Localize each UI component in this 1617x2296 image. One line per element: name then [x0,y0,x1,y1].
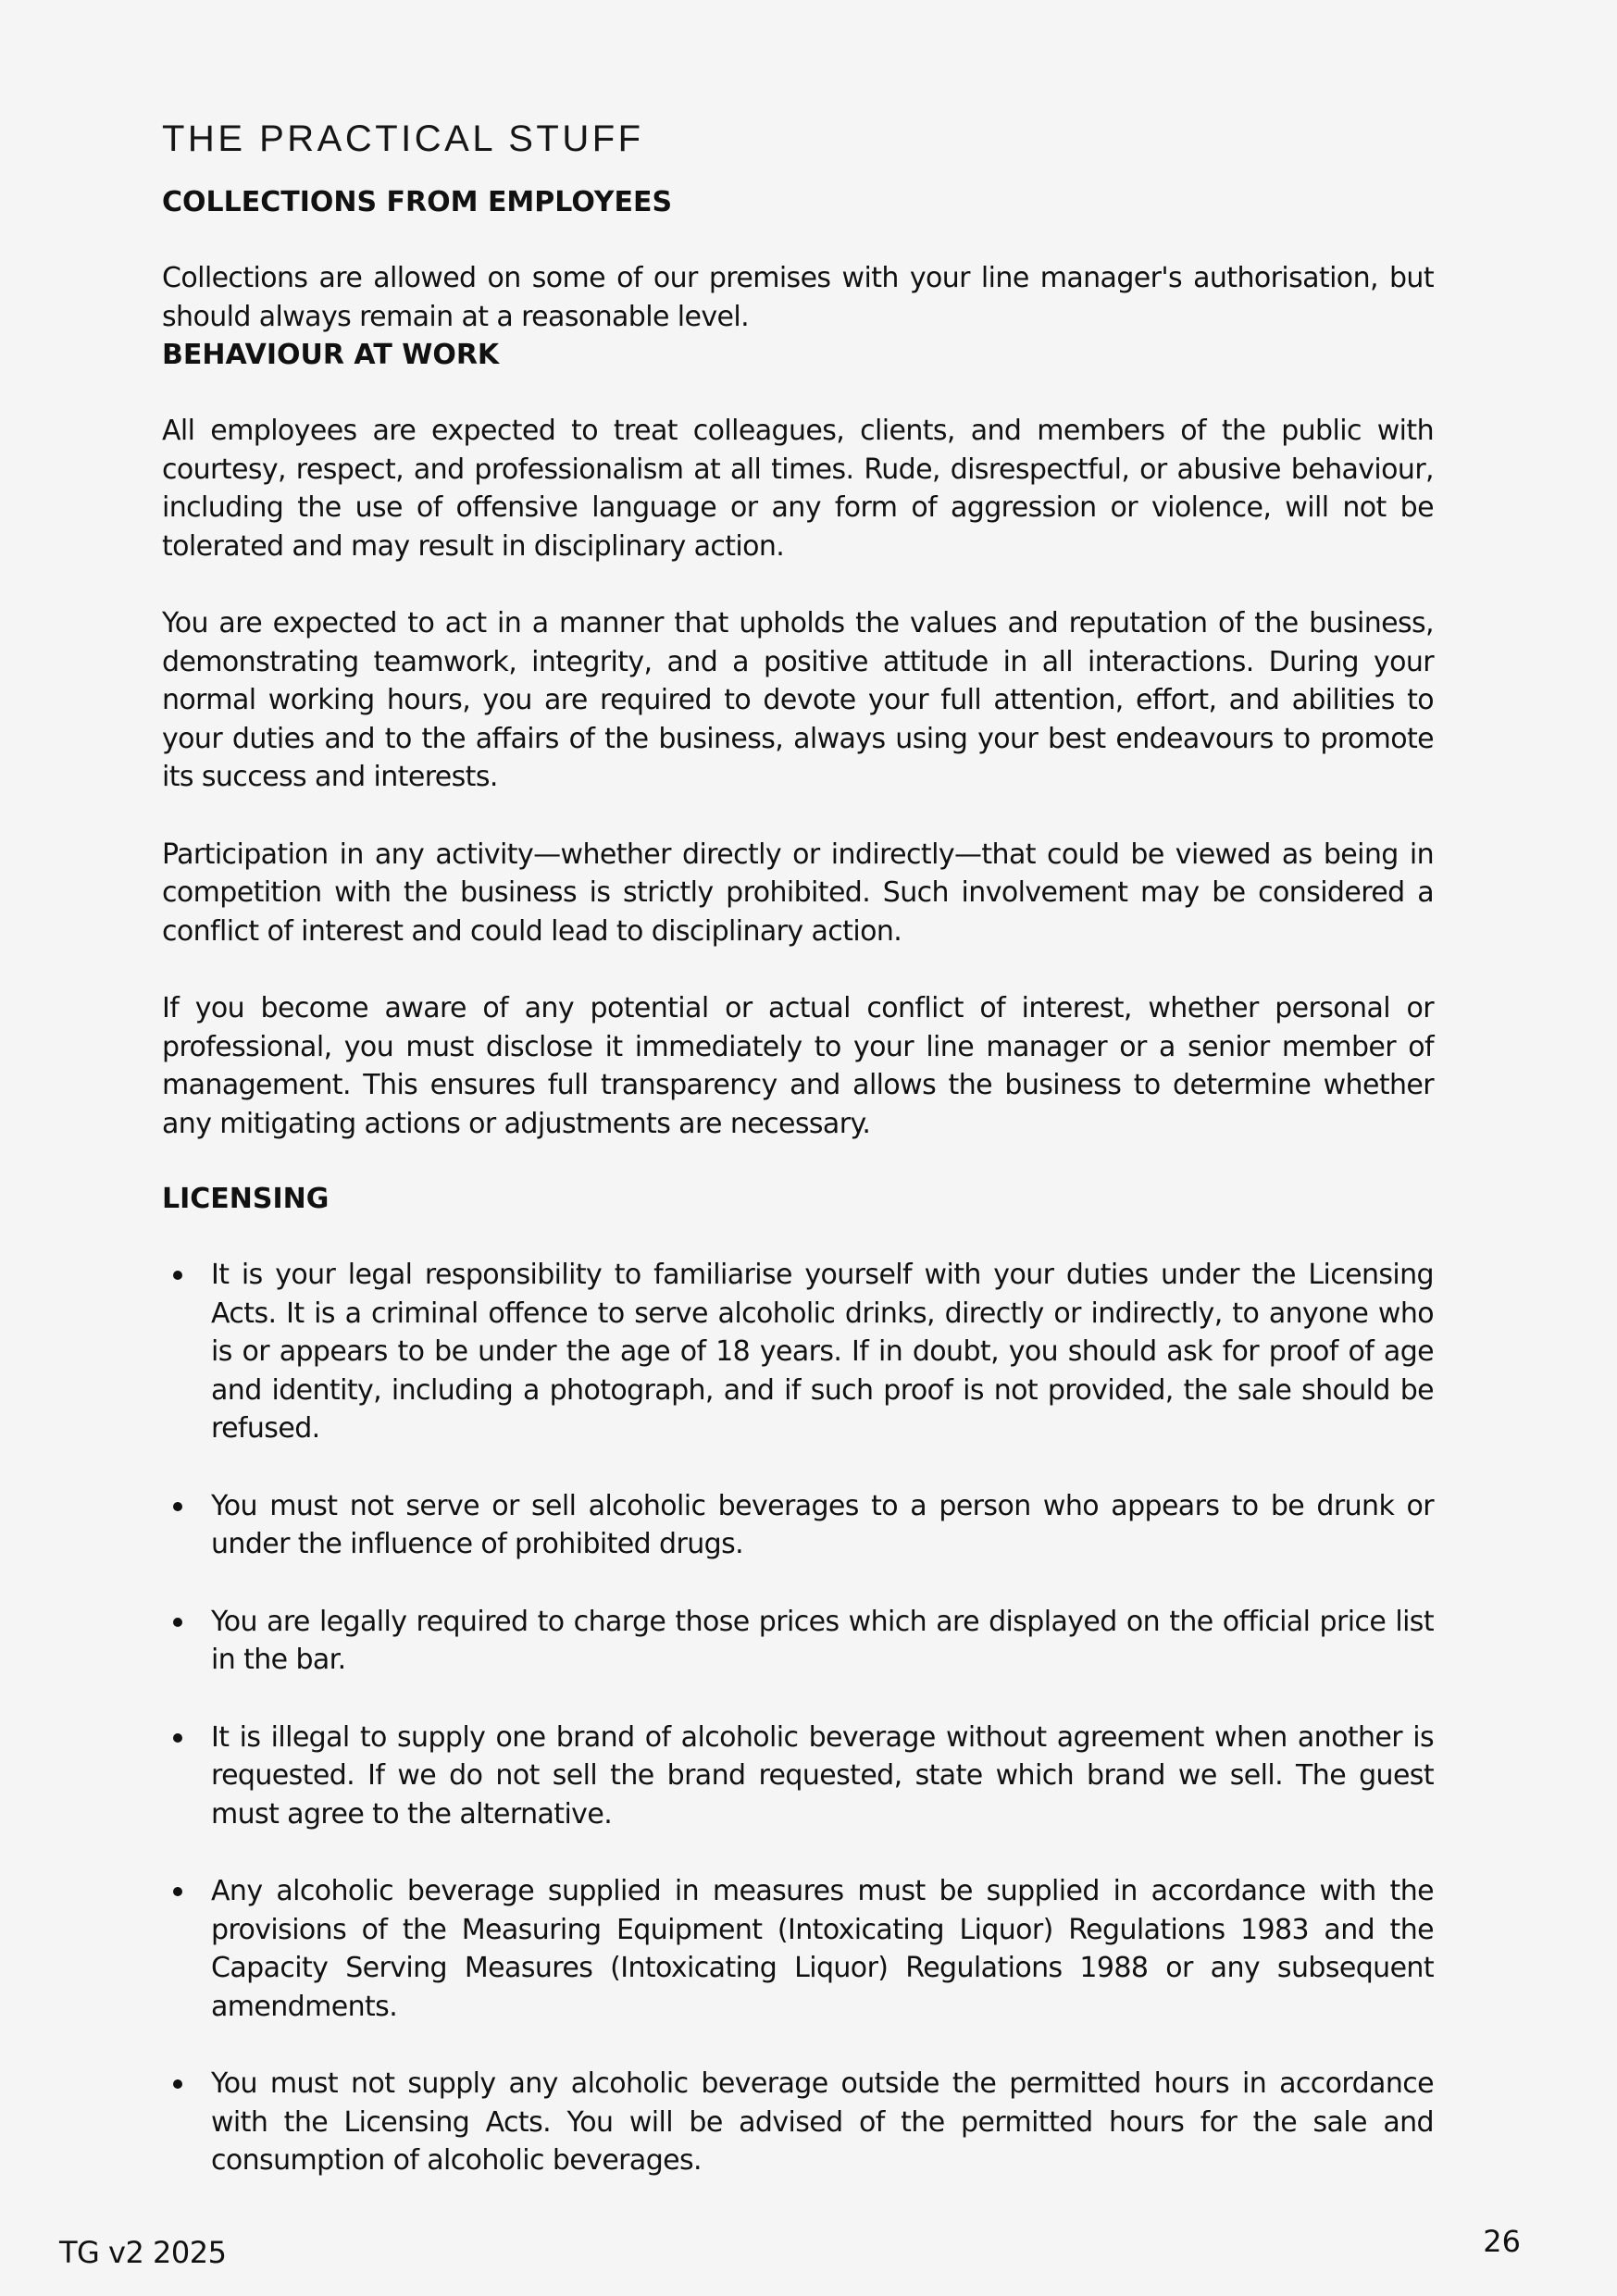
section-collections [162,183,1434,336]
section-licensing [162,1180,1434,2180]
list-item [162,1603,1434,1680]
licensing-bullet-list [162,1256,1434,2180]
section-behaviour [162,336,1434,1143]
bullet-icon [173,1271,182,1280]
page-number: 26 [1483,2224,1521,2259]
behaviour-paragraph-4: If you become aware of any potential or actual conflict of interest, whether personal or professional, you must disclose it immediately to your line manager or a senior member of management. This ensures full transparency and allows the business to determine whether any mitigating actions or adjustments are necessary. [162,992,1434,1140]
behaviour-paragraph-1: All employees are expected to treat colleagues, clients, and members of the public with courtesy, respect, and professionalism at all times. Rude, disrespectful, or abusive behaviour, including the use of offensive language or any form of aggression or violence, will not be tolerated and may result in disciplinary action. [162,415,1434,563]
list-item [162,1719,1434,1834]
licensing-heading: LICENSING [162,1183,330,1215]
licensing-bullet-text: You must not serve or sell alcoholic beverages to a person who appears to be drunk or under the influence of prohibited drugs. [211,1489,1434,1560]
behaviour-paragraph-2: You are expected to act in a manner that upholds the values and reputation of the business, demonstrating teamwork, integrity, and a positive attitude in all interactions. During your normal working hours, you are required to devote your full attention, effort, and abilities to your duties and to the affairs of the business, always using your best endeavours to promote its success and interests. [162,607,1434,793]
behaviour-heading: BEHAVIOUR AT WORK [162,339,500,371]
licensing-bullet-text: You are legally required to charge those prices which are displayed on the official price list in the bar. [211,1605,1434,1676]
list-item [162,1256,1434,1448]
bullet-icon [173,2079,182,2089]
bullet-icon [173,1887,182,1896]
behaviour-paragraph-3: Participation in any activity—whether directly or indirectly—that could be viewed as being in competition with the business is strictly prohibited. Such involvement may be considered a conflict of interest and could lead to disciplinary action. [162,838,1434,948]
licensing-bullet-text: It is your legal responsibility to familiarise yourself with your duties under the Licensing Acts. It is a criminal offence to serve alcoholic drinks, directly or indirectly, to anyone who is or appears to be under the age of 18 years. If in doubt, you should ask for proof of age and identity, including a photograph, and if such proof is not provided, the sale should be refused. [211,1259,1434,1445]
collections-paragraph: Collections are allowed on some of our premises with your line manager's authorisation, but should always remain at a reasonable level. [162,262,1434,333]
list-item [162,2065,1434,2180]
list-item [162,1872,1434,2026]
bullet-icon [173,1733,182,1743]
page-title: THE PRACTICAL STUFF [162,118,644,159]
page-content [162,115,1434,2180]
licensing-bullet-text: You must not supply any alcoholic beverage outside the permitted hours in accordance with the Licensing Acts. You will be advised of the permitted hours for the sale and consumption of alcoholic beverages. [211,2067,1434,2177]
licensing-bullet-text: It is illegal to supply one brand of alcoholic beverage without agreement when another is requested. If we do not sell the brand requested, state which brand we sell. The guest must agree to the alternative. [211,1720,1434,1831]
footer-version: TG v2 2025 [59,2235,227,2270]
collections-heading: COLLECTIONS FROM EMPLOYEES [162,186,673,218]
licensing-bullet-text: Any alcoholic beverage supplied in measures must be supplied in accordance with the provisions of the Measuring Equipment (Intoxicating Liquor) Regulations 1983 and the Capacity Serving Measures (Intoxicating Liquor) Regulations 1988 or any subsequent amendments. [211,1875,1434,2023]
bullet-icon [173,1502,182,1511]
list-item [162,1487,1434,1564]
bullet-icon [173,1618,182,1627]
